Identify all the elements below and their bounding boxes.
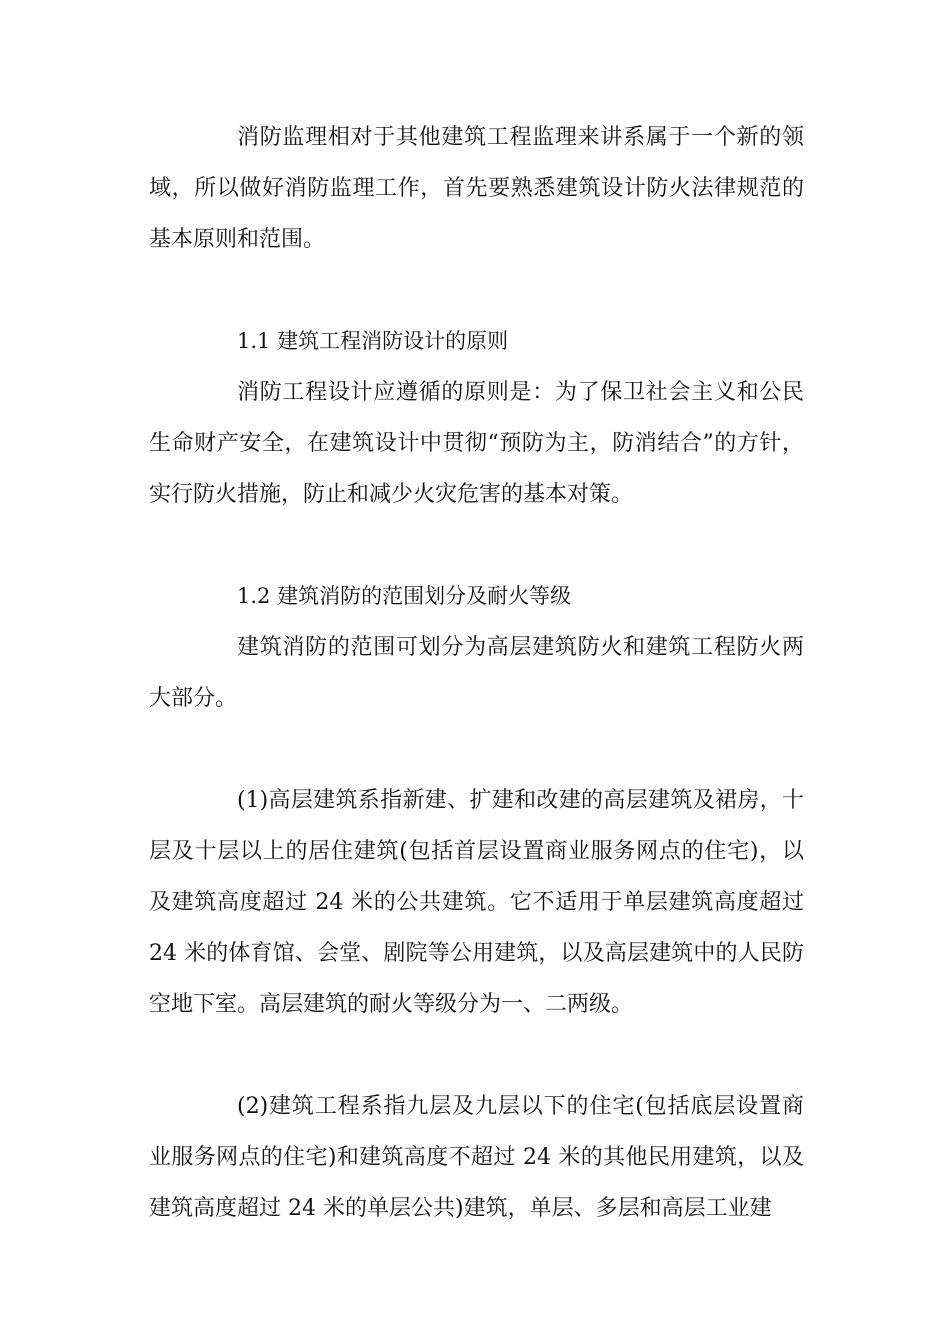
document-body: [149, 112, 804, 1234]
paragraph-spacer: [149, 520, 804, 571]
section-heading-1-2: 1.2 建筑消防的范围划分及耐火等级: [237, 584, 572, 608]
intro-paragraph: 消防监理相对于其他建筑工程监理来讲系属于一个新的领域，所以做好消防监理工作，首先要熟悉建筑设计防火法律规范的基本原则和范围。: [149, 125, 804, 252]
item-2-paragraph: (2)建筑工程系指九层及九层以下的住宅(包括底层设置商业服务网点的住宅)和建筑高度不超过 24 米的其他民用建筑，以及建筑高度超过 24 米的单层公共)建筑，单层、多层和高层工业建: [149, 1094, 804, 1221]
paragraph-spacer: [149, 1030, 804, 1081]
section-heading-1-1: 1.1 建筑工程消防设计的原则: [237, 329, 509, 353]
paragraph-spacer: [149, 724, 804, 775]
paragraph-spacer: [149, 265, 804, 316]
principle-paragraph: 消防工程设计应遵循的原则是：为了保卫社会主义和公民生命财产安全，在建筑设计中贯彻“预防为主，防消结合”的方针，实行防火措施，防止和减少火灾危害的基本对策。: [149, 380, 804, 507]
item-1-paragraph: (1)高层建筑系指新建、扩建和改建的高层建筑及裙房，十层及十层以上的居住建筑(包括首层设置商业服务网点的住宅)，以及建筑高度超过 24 米的公共建筑。它不适用于单层建筑高度超过 24 米的体育馆、会堂、剧院等公用建筑，以及高层建筑中的人民防空地下室。高层建筑的耐火等级分为一、二两级。: [149, 788, 804, 1017]
scope-paragraph: 建筑消防的范围可划分为高层建筑防火和建筑工程防火两大部分。: [149, 635, 804, 711]
